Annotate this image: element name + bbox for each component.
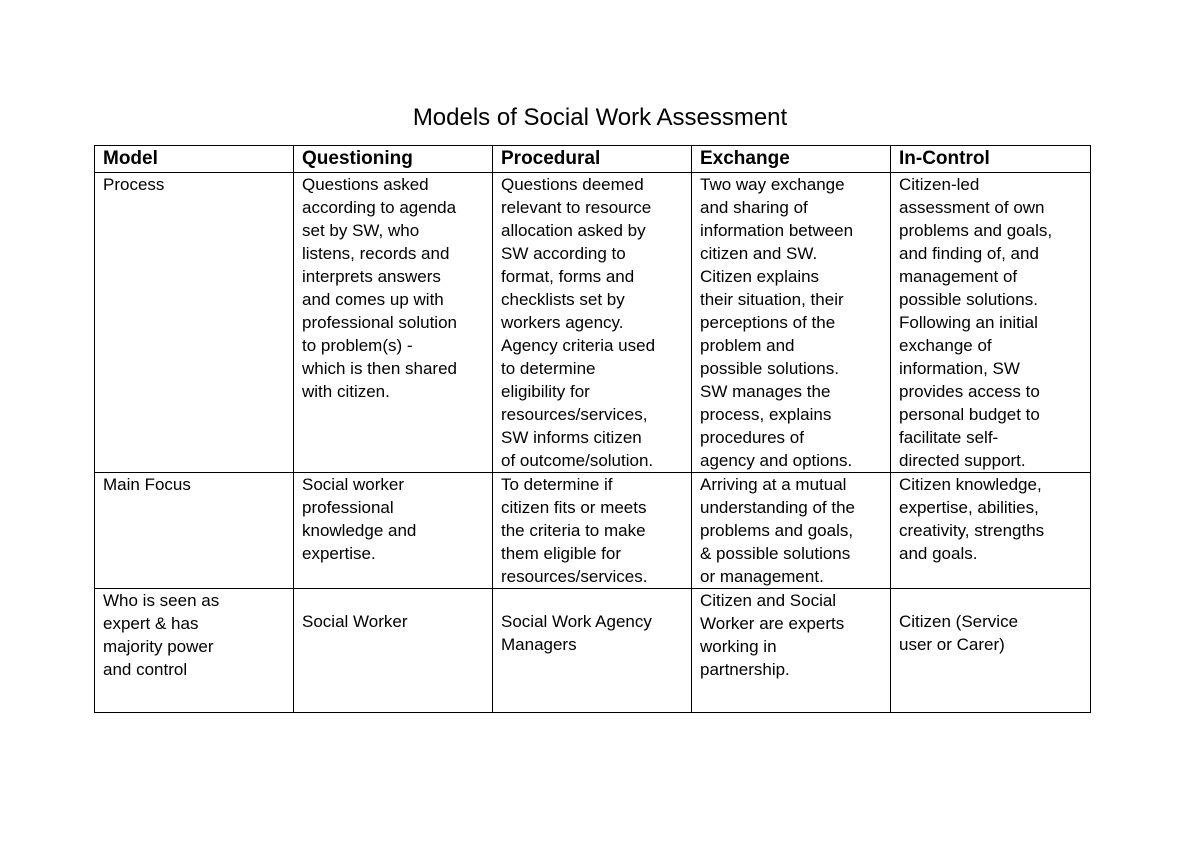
process-procedural-cell: Questions deemed relevant to resource allocation asked by SW according to format, forms and checklists set by workers agency. Agency criteria used to determine eligibility for resources/services, SW informs citizen of outcome/solution. [493, 173, 692, 473]
row-label-process: Process [95, 173, 294, 473]
header-exchange: Exchange [692, 146, 891, 173]
table-header-row [95, 146, 1091, 173]
expert-in-control-cell: Citizen (Service user or Carer) [891, 589, 1091, 713]
process-exchange-cell: Two way exchange and sharing of information between citizen and SW. Citizen explains their situation, their perceptions of the problem and possible solutions. SW manages the process, explains procedures of agency and options. [692, 173, 891, 473]
header-questioning: Questioning [294, 146, 493, 173]
expert-procedural-cell: Social Work Agency Managers [493, 589, 692, 713]
focus-questioning-cell: Social worker professional knowledge and expertise. [294, 473, 493, 589]
header-in-control: In-Control [891, 146, 1091, 173]
header-model: Model [95, 146, 294, 173]
row-label-main-focus: Main Focus [95, 473, 294, 589]
page-title: Models of Social Work Assessment [412, 104, 788, 131]
process-questioning-cell: Questions asked according to agenda set by SW, who listens, records and interprets answers and comes up with professional solution to problem(s) - which is then shared with citizen. [294, 173, 493, 473]
row-label-expert-power: Who is seen as expert & has majority power and control [95, 589, 294, 713]
focus-exchange-cell: Arriving at a mutual understanding of the problems and goals, & possible solutions or management. [692, 473, 891, 589]
expert-exchange-cell: Citizen and Social Worker are experts working in partnership. [692, 589, 891, 713]
table-row-main-focus [95, 473, 1091, 589]
assessment-models-table [94, 145, 1091, 713]
header-procedural: Procedural [493, 146, 692, 173]
process-in-control-cell: Citizen-led assessment of own problems and goals, and finding of, and management of possible solutions. Following an initial exchange of information, SW provides access to personal budget to facilitate self- directed support. [891, 173, 1091, 473]
table-row-expert-power [95, 589, 1091, 713]
expert-questioning-cell: Social Worker [294, 589, 493, 713]
focus-procedural-cell: To determine if citizen fits or meets the criteria to make them eligible for resources/services. [493, 473, 692, 589]
table-row-process [95, 173, 1091, 473]
focus-in-control-cell: Citizen knowledge, expertise, abilities, creativity, strengths and goals. [891, 473, 1091, 589]
